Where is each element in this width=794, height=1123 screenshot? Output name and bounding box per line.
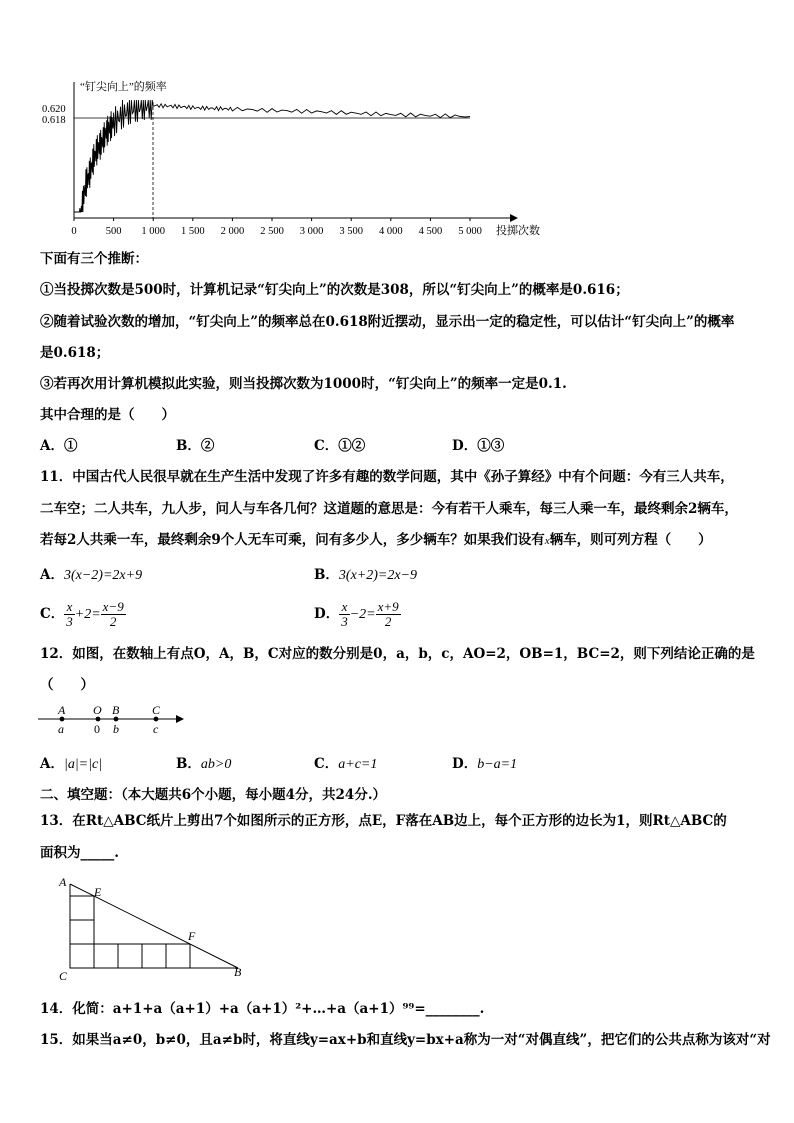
x-tick-6: 3 000 (299, 226, 324, 237)
point-c-dot (154, 717, 159, 722)
q11-d-frac-1: $\frac{x}{3}$ (341, 599, 348, 629)
x-axis-label: 投掷次数 (496, 225, 540, 237)
value-o-label: 0 (94, 722, 100, 736)
x-tick-0: 0 (71, 226, 77, 237)
q11-d-mid: −2= (349, 607, 376, 622)
y-tick-0620: 0.620 (42, 104, 66, 115)
q11-option-b[interactable] (314, 566, 417, 585)
point-b-dot (114, 717, 119, 722)
q12-option-b[interactable] (176, 755, 231, 774)
q11-option-d[interactable] (314, 600, 401, 629)
q12-label-c: C． (314, 756, 339, 772)
vertex-a-label: A (59, 875, 67, 889)
x-tick-10: 5 000 (458, 226, 482, 237)
q12-c-formula: a+c=1 (338, 757, 378, 772)
number-line (36, 702, 188, 738)
x-tick-7: 3 500 (339, 226, 364, 237)
point-b-label: B (112, 703, 120, 717)
point-a-dot (60, 717, 65, 722)
q11-label-a: A． (40, 567, 64, 583)
point-a-label: A (58, 703, 66, 717)
frequency-chart (40, 72, 560, 240)
q11-b-formula: 3(x+2)=2x−9 (338, 568, 418, 583)
x-tick-4: 2 000 (220, 226, 245, 237)
chart-title: “钉尖向上”的频率 (80, 81, 167, 93)
section-2-heading: 二、填空题：（本大题共6个小题，每小题4分，共24分.） (40, 787, 387, 803)
q12-label-d: D． (452, 756, 478, 772)
q11-a-formula: 3(x−2)=2x+9 (63, 568, 143, 583)
point-e-label: E (94, 885, 102, 899)
point-f-label: F (188, 929, 196, 943)
q11-line-3 (40, 531, 712, 550)
q13-line-2: 面积为_____. (40, 845, 119, 861)
x-tick-9: 4 500 (418, 226, 443, 237)
q11-c-frac-2: $\frac{x-9}{2}$ (102, 599, 124, 629)
q11-variable: x (544, 535, 550, 547)
value-b-label: b (113, 722, 119, 736)
x-tick-8: 4 000 (378, 226, 403, 237)
q15-text: 15．如果当a≠0，b≠0，且a≠b时，将直线y=ax+b和直线y=bx+a称为一对“对偶直线”，把它们的公共点称为该对“对 (40, 1032, 771, 1048)
q12-option-a[interactable] (40, 755, 102, 774)
q14-text: 14．化简：a+1+a（a+1）+a（a+1）²+…+a（a+1）⁹⁹=________. (40, 1001, 485, 1017)
x-tick-3: 1 500 (180, 226, 205, 237)
value-c-label: c (153, 722, 159, 736)
point-c-label: C (152, 703, 161, 717)
vertex-c-label: C (59, 969, 68, 983)
q11-label-b: B． (314, 567, 339, 583)
q10-option-c[interactable]: C．①② (314, 438, 366, 454)
q11-label-c: C． (40, 606, 65, 622)
number-line-arrow (176, 715, 184, 723)
q11-line-2: 二车空；二人共车，九人步，问人与车各几何？这道题的意思是：今有若干人乘车，每三人乘一车，最终剩余2辆车， (40, 501, 738, 517)
q12-option-d[interactable] (452, 755, 517, 774)
q11-line-3b: 辆车，则可列方程（ ） (549, 532, 712, 548)
q12-label-a: A． (40, 756, 64, 772)
q10-question: 其中合理的是（ ） (40, 407, 175, 423)
q12-b-formula: ab>0 (200, 757, 232, 772)
q12-option-c[interactable] (314, 755, 377, 774)
inference-1: ①当投掷次数是500时，计算机记录“钉尖向上”的次数是308，所以“钉尖向上”的概率是0.616； (40, 282, 629, 298)
vertex-b-label: B (234, 965, 242, 979)
q10-option-a[interactable]: A．① (40, 438, 78, 454)
q12-label-b: B． (176, 756, 201, 772)
triangle-squares-figure (52, 872, 252, 984)
q11-option-c[interactable] (40, 600, 126, 629)
y-tick-0618: 0.618 (42, 115, 66, 126)
x-tick-5: 2 500 (260, 226, 284, 237)
inference-2-cont: 是0.618； (40, 345, 110, 361)
q11-c-frac-1: $\frac{x}{3}$ (66, 599, 73, 629)
q11-label-d: D． (314, 606, 340, 622)
q12-a-formula: |a|=|c| (63, 757, 103, 772)
x-axis-arrow (510, 214, 518, 222)
q10-option-d[interactable]: D．①③ (452, 438, 505, 454)
q11-line-3a: 若每2人共乘一车，最终剩余9个人无车可乘，问有多少人，多少辆车？如果我们设有 (40, 532, 545, 548)
q10-option-b[interactable]: B．② (176, 438, 215, 454)
value-a-label: a (58, 722, 64, 736)
x-tick-labels (71, 218, 481, 237)
point-o-label: O (93, 703, 102, 717)
q13-line-1: 13．在Rt△ABC纸片上剪出7个如图所示的正方形，点E，F落在AB边上，每个正方形的边长为1，则Rt△ABC的 (40, 813, 727, 829)
point-o-dot (96, 717, 101, 722)
q12-line-2: （ ） (40, 677, 94, 693)
q11-d-frac-2: $\frac{x+9}{2}$ (377, 599, 399, 629)
q11-c-mid: +2= (74, 607, 101, 622)
q11-option-a[interactable] (40, 566, 142, 585)
q12-line-1: 12．如图，在数轴上有点O，A，B，C对应的数分别是0，a，b，c，AO=2，OB=1，BC=2，则下列结论正确的是 (40, 646, 755, 662)
inference-3: ③若再次用计算机模拟此实验，则当投掷次数为1000时，“钉尖向上”的频率一定是0.1. (40, 376, 567, 392)
frequency-series-line (74, 100, 470, 212)
q11-line-1: 11．中国古代人民很早就在生产生活中发现了许多有趣的数学问题，其中《孙子算经》中有个问题：今有三人共车， (40, 469, 734, 485)
q12-d-formula: b−a=1 (477, 757, 518, 772)
squares-grid (70, 896, 190, 968)
intro-text: 下面有三个推断： (40, 251, 148, 267)
inference-2: ②随着试验次数的增加，“钉尖向上”的频率总在0.618附近摆动，显示出一定的稳定性，可以估计“钉尖向上”的概率 (40, 314, 735, 330)
x-tick-1: 500 (105, 226, 122, 237)
x-tick-2: 1 000 (141, 226, 166, 237)
